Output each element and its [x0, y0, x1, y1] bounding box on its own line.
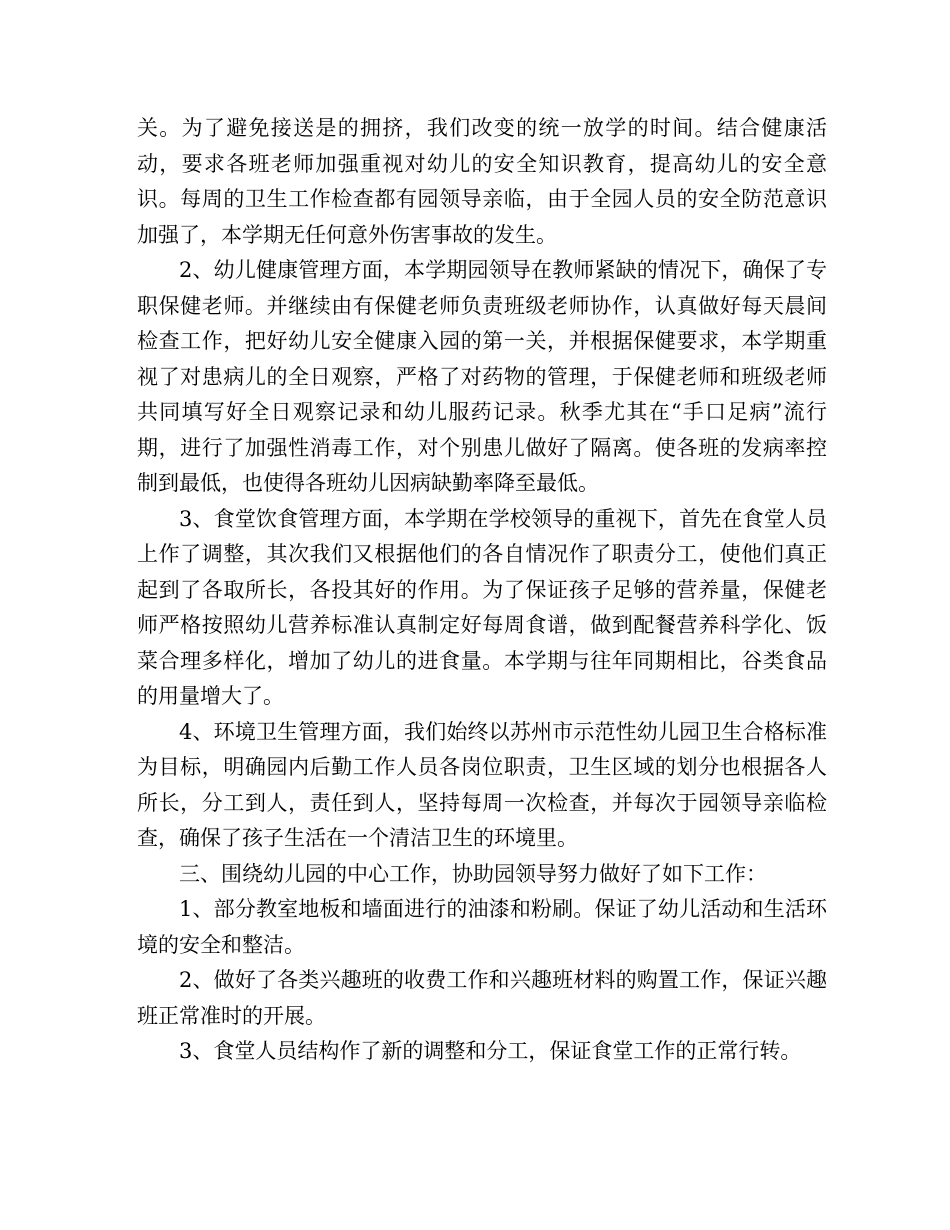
paragraph-environment-hygiene: 4、环境卫生管理方面，我们始终以苏州市示范性幼儿园卫生合格标准为目标，明确园内后勤工作人员各岗位职责，卫生区域的划分也根据各人所长，分工到人，责任到人，坚持每周一次检查，并每次于园领导亲临检查，确保了孩子生活在一个清洁卫生的环境里。	[137, 719, 827, 850]
paragraph-safety-continued: 关。为了避免接送是的拥挤，我们改变的统一放学的时间。结合健康活动，要求各班老师加强重视对幼儿的安全知识教育，提高幼儿的安全意识。每周的卫生工作检查都有园领导亲临，由于全园人员的安全防范意识加强了，本学期无任何意外伤害事故的发生。	[137, 116, 827, 247]
section-heading-central-work: 三、围绕幼儿园的中心工作，协助园领导努力做好了如下工作：	[179, 861, 767, 886]
paragraph-item-interest-class: 2、做好了各类兴趣班的收费工作和兴趣班材料的购置工作，保证兴趣班正常准时的开展。	[137, 968, 827, 1028]
paragraph-canteen-management: 3、食堂饮食管理方面，本学期在学校领导的重视下，首先在食堂人员上作了调整，其次我们又根据他们的各自情况作了职责分工，使他们真正起到了各取所长，各投其好的作用。为了保证孩子足够的营养量，保健老师严格按照幼儿营养标准认真制定好每周食谱，做到配餐营养科学化、饭菜合理多样化，增加了幼儿的进食量。本学期与往年同期相比，谷类食品的用量增大了。	[137, 506, 827, 708]
document-body	[137, 111, 827, 1070]
paragraph-health-management: 2、幼儿健康管理方面，本学期园领导在教师紧缺的情况下，确保了专职保健老师。并继续由有保健老师负责班级老师协作，认真做好每天晨间检查工作，把好幼儿安全健康入园的第一关，并根据保健要求，本学期重视了对患病儿的全日观察，严格了对药物的管理，于保健老师和班级老师共同填写好全日观察记录和幼儿服药记录。秋季尤其在“手口足病”流行期，进行了加强性消毒工作，对个别患儿做好了隔离。使各班的发病率控制到最低，也使得各班幼儿因病缺勤率降至最低。	[137, 258, 827, 495]
paragraph-item-canteen-staff: 3、食堂人员结构作了新的调整和分工，保证食堂工作的正常行转。	[179, 1039, 802, 1063]
paragraph-item-painting: 1、部分教室地板和墙面进行的油漆和粉刷。保证了幼儿活动和生活环境的安全和整洁。	[137, 897, 827, 957]
